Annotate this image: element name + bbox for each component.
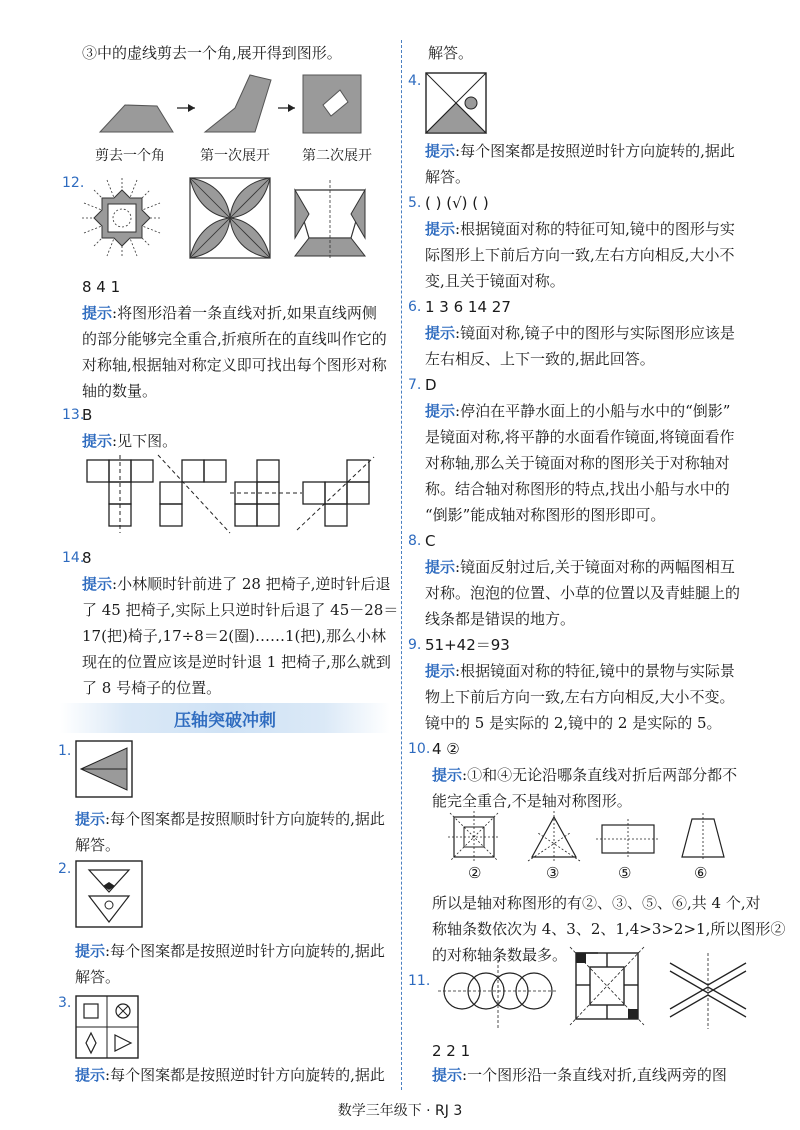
p7-hint-line-5: “倒影”能成轴对称图形的图形即可。 <box>425 506 666 524</box>
p2-number: 2. <box>58 861 72 877</box>
p8-answer: C <box>425 532 436 550</box>
item14-hint-line-5: 了 8 号椅子的位置。 <box>82 679 222 697</box>
p11-figures <box>438 945 748 1035</box>
p10-answer: 4 ② <box>432 740 460 758</box>
p6-number: 6. <box>408 299 422 315</box>
p4-number: 4. <box>408 73 422 89</box>
p10-number: 10. <box>408 741 431 757</box>
p5-answer: ( ) (√) ( ) <box>425 194 489 212</box>
item14-hint-line-1: 提示:小林顺时针前进了 28 把椅子,逆时针后退 <box>82 575 391 593</box>
item12-figures <box>80 176 380 260</box>
item12-hint-line-4: 轴的数量。 <box>82 382 158 400</box>
p1-hint-line-2: 解答。 <box>75 836 121 854</box>
item14-hint-line-2: 了 45 把椅子,实际上只逆时针后退了 45－28＝ <box>82 601 399 619</box>
p4-figure <box>425 72 489 136</box>
p10-figures <box>452 815 742 860</box>
p7-hint-line-4: 称。结合轴对称图形的特点,找出小船与水中的 <box>425 480 730 498</box>
p10-after-line-1: 所以是轴对称图形的有②、③、⑤、⑥,共 4 个,对 <box>432 894 761 912</box>
hint-label: 提示 <box>425 324 456 342</box>
section-banner <box>60 703 390 733</box>
p7-hint-line-2: 是镜面对称,将平静的水面看作镜面,将镜面看作 <box>425 428 735 446</box>
item14-answer: 8 <box>82 549 92 567</box>
p9-answer: 51+42＝93 <box>425 636 510 654</box>
p9-hint-line-3: 镜中的 5 是实际的 2,镜中的 2 是实际的 5。 <box>425 714 722 732</box>
hint-label: 提示 <box>82 304 113 322</box>
p5-number: 5. <box>408 195 422 211</box>
p10-label-6: ⑥ <box>694 864 708 882</box>
p6-hint-line-2: 左右相反、上下一致的,据此回答。 <box>425 350 655 368</box>
item12-hint-line-3: 对称轴,根据轴对称定义即可找出每个图形对称 <box>82 356 387 374</box>
p7-hint-line-3: 对称轴,那么关于镜面对称的图形关于对称轴对 <box>425 454 730 472</box>
hint-label: 提示 <box>425 662 456 680</box>
hint-label: 提示 <box>425 558 456 576</box>
hint-label: 提示 <box>82 575 113 593</box>
p10-label-2: ② <box>468 864 482 882</box>
p8-hint-line-2: 对称。泡泡的位置、小草的位置以及青蛙腿上的 <box>425 584 741 602</box>
page-footer: 数学三年级下 · RJ 3 <box>337 1103 463 1119</box>
p2-figure <box>75 860 145 930</box>
p2-hint-line-1: 提示:每个图案都是按照逆时针方向旋转的,据此 <box>75 942 385 960</box>
item11-intro: ③中的虚线剪去一个角,展开得到图形。 <box>82 44 342 62</box>
caption-second-unfold: 第二次展开 <box>302 148 372 164</box>
item13-number: 13. <box>62 407 85 423</box>
hint-label: 提示 <box>75 942 106 960</box>
item13-figures <box>82 455 392 535</box>
item13-hint: 提示:见下图。 <box>82 432 178 450</box>
item14-number: 14. <box>62 550 85 566</box>
p1-hint-line-1: 提示:每个图案都是按照顺时针方向旋转的,据此 <box>75 810 385 828</box>
p9-hint-line-2: 物上下前后方向一致,左右方向相反,大小不变。 <box>425 688 735 706</box>
item14-hint-line-4: 现在的位置应该是逆时针退 1 把椅子,那么就到 <box>82 653 391 671</box>
p5-hint-line-3: 变,且关于镜面对称。 <box>425 272 565 290</box>
item14-hint-line-3: 17(把)椅子,17÷8＝2(圈)……1(把),那么小林 <box>82 627 387 645</box>
p9-number: 9. <box>408 637 422 653</box>
right-top-continuation: 解答。 <box>428 44 474 62</box>
p4-hint-line-2: 解答。 <box>425 168 471 186</box>
p2-hint-line-2: 解答。 <box>75 968 121 986</box>
caption-first-unfold: 第一次展开 <box>200 148 270 164</box>
item13-answer: B <box>82 406 93 424</box>
p10-after-line-2: 称轴条数依次为 4、3、2、1,4>3>2>1,所以图形② <box>432 920 786 938</box>
p8-hint-line-1: 提示:镜面反射过后,关于镜面对称的两幅图相互 <box>425 558 735 576</box>
p6-answer: 1 3 6 14 27 <box>425 298 511 316</box>
p6-hint-line-1: 提示:镜面对称,镜子中的图形与实际图形应该是 <box>425 324 735 342</box>
item12-answer: 8 4 1 <box>82 278 121 296</box>
p10-after-line-3: 的对称轴条数最多。 <box>432 946 568 964</box>
p5-hint-line-1: 提示:根据镜面对称的特征可知,镜中的图形与实 <box>425 220 735 238</box>
p8-hint-line-3: 线条都是错误的地方。 <box>425 610 576 628</box>
p1-figure <box>75 740 135 800</box>
section-title: 压轴突破冲刺 <box>174 711 276 731</box>
p8-number: 8. <box>408 533 422 549</box>
p3-number: 3. <box>58 995 72 1011</box>
column-divider <box>401 40 402 1090</box>
p7-answer: D <box>425 376 437 394</box>
hint-label: 提示 <box>425 142 456 160</box>
p11-answer: 2 2 1 <box>432 1042 471 1060</box>
hint-label: 提示 <box>75 810 106 828</box>
caption-cut-corner: 剪去一个角 <box>95 148 165 164</box>
p10-label-5: ⑤ <box>618 864 632 882</box>
hint-label: 提示 <box>425 220 456 238</box>
p1-number: 1. <box>58 743 72 759</box>
p10-hint-line-2: 能完全重合,不是轴对称图形。 <box>432 792 632 810</box>
hint-label: 提示 <box>425 402 456 420</box>
p7-hint-line-1: 提示:停泊在平静水面上的小船与水中的“倒影” <box>425 402 731 420</box>
p11-hint-line-1: 提示:一个图形沿一条直线对折,直线两旁的图 <box>432 1066 727 1084</box>
p7-number: 7. <box>408 377 422 393</box>
item12-hint-line-2: 的部分能够完全重合,折痕所在的直线叫作它的 <box>82 330 387 348</box>
p10-hint-line-1: 提示:①和④无论沿哪条直线对折后两部分都不 <box>432 766 738 784</box>
item11-cut-figures <box>95 70 395 140</box>
hint-label: 提示 <box>82 432 113 450</box>
p5-hint-line-2: 际图形上下前后方向一致,左右方向相反,大小不 <box>425 246 735 264</box>
hint-label: 提示 <box>432 766 463 784</box>
p9-hint-line-1: 提示:根据镜面对称的特征,镜中的景物与实际景 <box>425 662 735 680</box>
p10-label-3: ③ <box>546 864 560 882</box>
item12-number: 12. <box>62 175 85 191</box>
p3-figure <box>75 995 139 1059</box>
p4-hint-line-1: 提示:每个图案都是按照逆时针方向旋转的,据此 <box>425 142 735 160</box>
p3-hint-line-1: 提示:每个图案都是按照逆时针方向旋转的,据此 <box>75 1066 385 1084</box>
hint-label: 提示 <box>75 1066 106 1084</box>
item12-hint-line-1: 提示:将图形沿着一条直线对折,如果直线两侧 <box>82 304 377 322</box>
hint-label: 提示 <box>432 1066 463 1084</box>
p11-number: 11. <box>408 973 431 989</box>
